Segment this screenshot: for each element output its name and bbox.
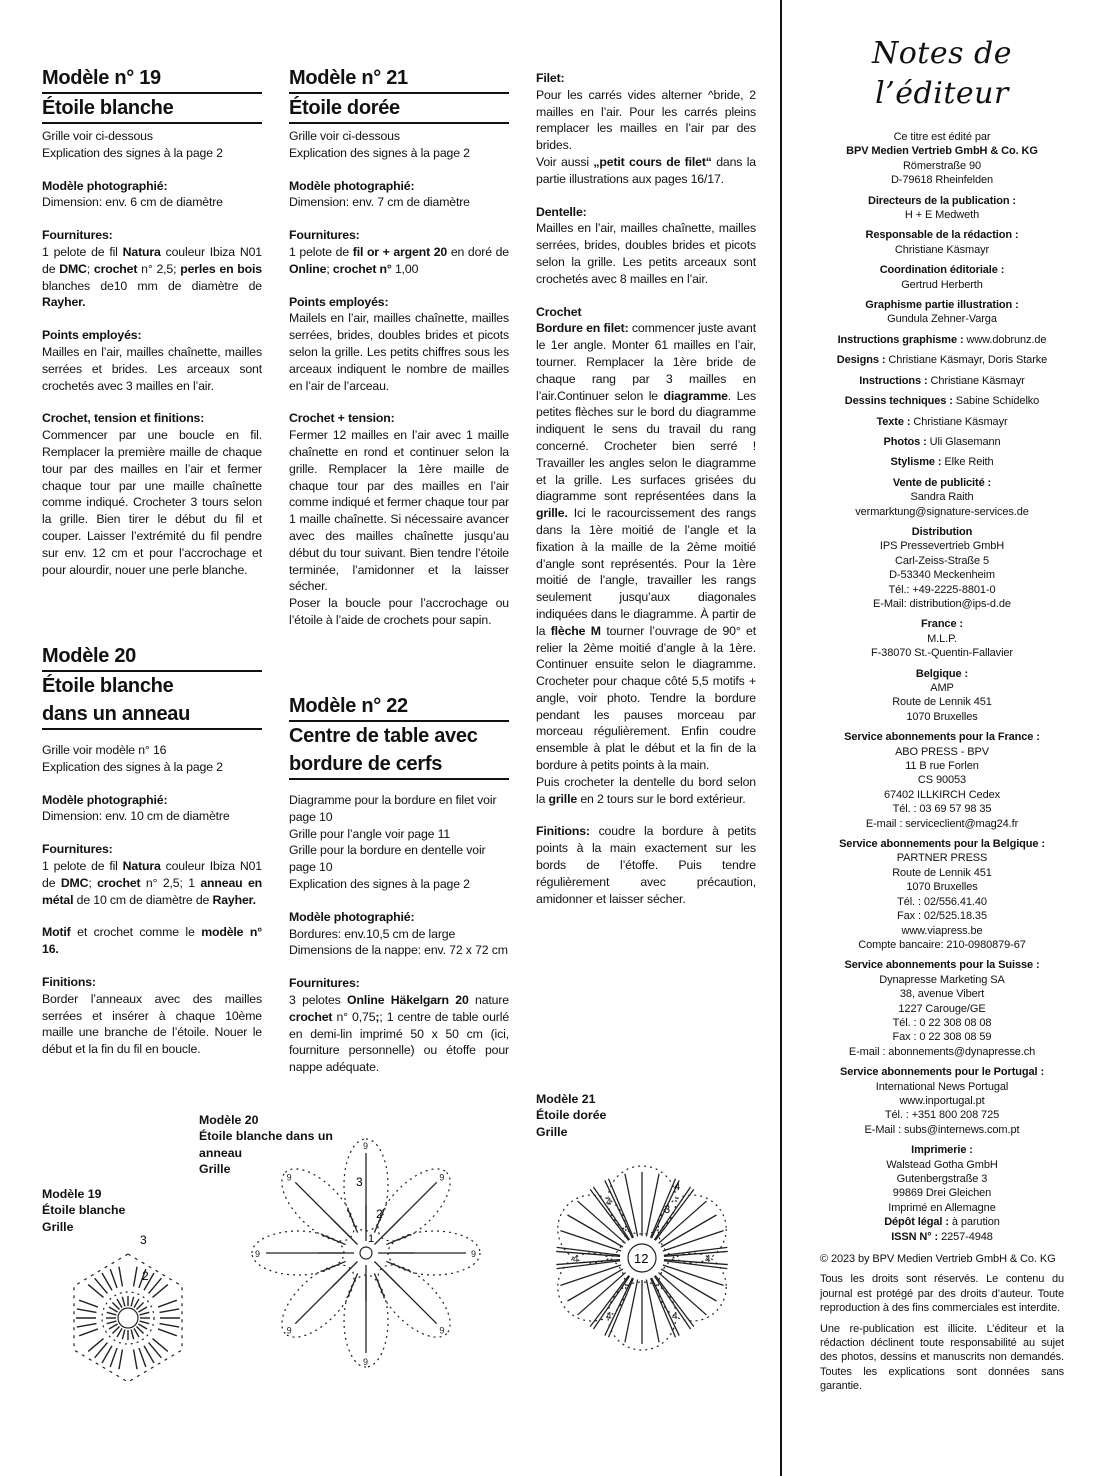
border-text: Bordure en filet: commencer juste avant le 1er angle. Monter 61 mailles en l’air, tourner. Remplacer la 1ère bride de chaque rang par 3 mailles en l’air.Continuer selon le diagramme. Les petites flèches sur le bord du diagramme indiquent le sens du travail du rang concerné. Crocheter bien serré ! Travailler les angles selon le diagramme et la grille. Les surfaces grisées du diagramme sont représentées dans la grille. Ici le racourcissement des rangs dans la 1ère moitié de l’angle et la fixation à la maille de la 2ème moitié d’angle sont représentés. Pour la 1ère moitié de l’angle, travailler les rangs seulement jusqu’aux diagonales indiquées dans le diagramme. À partir de la flèche M tourner l’ouvrage de 90° et relier la 2ème moitié d’angle à la 1ère. Continuer ensuite selon le diagramme. Crocheter pour chaque côté 5,5 motifs + angle, voir photo. Tendre la bordure pendant les pauses morceau par morceau régulièrement. Enfin coudre ensemble à plat le début et la fin de la bordure à petits points à la main. bbox=[536, 321, 757, 773]
model-21-supplies-heading: Fournitures: bbox=[289, 228, 360, 243]
diagram-21-label-4: 4 bbox=[606, 1311, 612, 1323]
graphic-instructions-line: Instructions graphisme : www.dobrunz.de bbox=[837, 333, 1047, 346]
diagram-20-stitch bbox=[332, 1219, 350, 1237]
model-22-photo-text-1: Bordures: env.10,5 cm de large bbox=[289, 926, 456, 941]
diagram-19-stitch bbox=[79, 1300, 98, 1307]
model-21-title-name: Étoile dorée bbox=[289, 94, 509, 124]
caption-model-20: Modèle 20 Étoile blanche dans un anneau Grille bbox=[199, 1113, 333, 1177]
graphics-block: Graphisme partie illustration : Gundula Zehner-Varga bbox=[865, 299, 1019, 326]
diagram-20-stitch-marks bbox=[266, 1153, 466, 1353]
model-21-crochet-text: Fermer 12 mailles en l’air avec 1 maille chaînette en rond et continuer selon la grille. Remplacer la 1ère maille de chaque tour par des mailles en l’air comme indiqué et fermer chaque tour par 1 maille chaînette. Si nécessaire avancer avec des mailles chaînette jusqu’au début du tour suivant. Bien tendre l’étoile terminée, l’amidonner et la laisser sécher. bbox=[289, 428, 509, 594]
model-19-title bbox=[42, 64, 262, 124]
model-20-supplies-heading: Fournitures: bbox=[42, 842, 113, 857]
diagram-20-stitch bbox=[386, 1261, 410, 1271]
diagram-20-stitch bbox=[348, 1209, 358, 1233]
diagram-20-label-3: 3 bbox=[356, 1175, 363, 1189]
model-22-photo-heading: Modèle photographié: bbox=[289, 909, 415, 924]
model-22-photo-text-2: Dimensions de la nappe: env. 72 x 72 cm bbox=[289, 943, 508, 958]
model-19-signs-ref: Explication des signes à la page 2 bbox=[42, 145, 223, 160]
subscriptions-belgium-block: Service abonnements pour la Belgique : PARTNER PRESS Route de Lennik 451 1070 Bruxelles Tél. : 02/556.41.40 Fax : 02/525.18.35 www.viapress.be Compte bancaire: 210-0980879-67 bbox=[839, 838, 1045, 951]
diagram-19-stitch bbox=[117, 1328, 122, 1337]
model-21-crochet-text-2: Poser la boucle pour l’accrochage ou l’étoile à l’aide de crochets pour sapin. bbox=[289, 596, 509, 627]
belgium-block: Belgique : AMP Route de Lennik 451 1070 Bruxelles bbox=[892, 667, 992, 723]
model-22-title-number: Modèle n° 22 bbox=[289, 692, 509, 722]
diagram-20-label-2: 2 bbox=[376, 1207, 383, 1221]
diagram-19-stitch bbox=[79, 1329, 98, 1336]
diagram-20-stitch bbox=[382, 1219, 400, 1237]
model-20-photo-text: Dimension: env. 10 cm de diamètre bbox=[42, 809, 230, 824]
model-19-crochet-text: Commencer par une boucle en fil. Remplacer la première maille de chaque tour par des mailles en l’air et fermer chaque tour par une maille chaînette comme indiqué. Crocheter 3 tours selon la grille. Bien tirer le début du fil et couper. Laisser l’extrémité du fil pendre sur env. 12 cm et pour l’accrochage et pour alourdir, nouer une perle blanche. bbox=[42, 428, 262, 577]
model-22-supplies-heading: Fournitures: bbox=[289, 976, 360, 991]
diagram-20-stitch bbox=[348, 1273, 358, 1297]
diagram-20-label-9: 9 bbox=[363, 1357, 369, 1367]
diagram-19-stitch bbox=[119, 1350, 122, 1370]
subscriptions-portugal-block: Service abonnements pour le Portugal : International News Portugal www.inportugal.pt Tél. : +351 800 208 725 E-Mail : subs@internews.com.pt bbox=[839, 1066, 1045, 1136]
model-20-title-number: Modèle 20 bbox=[42, 642, 262, 672]
caption-model-21: Modèle 21 Étoile dorée Grille bbox=[536, 1092, 607, 1139]
diagram-19-stitch bbox=[134, 1299, 139, 1308]
diagram-19-stitch bbox=[144, 1346, 154, 1363]
diagram-19-stitch bbox=[139, 1348, 146, 1367]
model-19-crochet-heading: Crochet, tension et finitions: bbox=[42, 411, 205, 426]
diagram-19-stitch bbox=[136, 1302, 143, 1309]
model-22-ref-4: Explication des signes à la page 2 bbox=[289, 876, 470, 891]
diagram-19-stitch bbox=[77, 1309, 97, 1312]
diagram-19-stitch bbox=[138, 1307, 147, 1312]
diagram-19-stitch bbox=[131, 1297, 134, 1307]
diagram-19-stitch-marks bbox=[76, 1267, 180, 1369]
diagram-19-stitch bbox=[107, 1321, 117, 1324]
diagram-21-label-3: 3 bbox=[664, 1204, 671, 1216]
model-22-supplies-text: 3 pelotes Online Häkelgarn 20 nature crochet n° 0,75;; 1 centre de table ourlé en demi-lin imprimé 50 x 50 cm (ici, fourniture personnelle) ou étoffe pour nappe adéquate. bbox=[289, 992, 510, 1075]
column-divider-line bbox=[780, 0, 782, 1476]
diagram-19-stitch bbox=[131, 1330, 134, 1340]
diagram-19-stitch bbox=[140, 1312, 150, 1315]
styling-line: Stylisme : Elke Reith bbox=[890, 456, 994, 469]
instructions-line: Instructions : Christiane Käsmayr bbox=[859, 374, 1025, 387]
model-21-grid-ref: Grille voir ci-dessous bbox=[289, 129, 400, 143]
diagram-21-label-4: 4 bbox=[705, 1254, 711, 1265]
diagram-21-label-4: 4 bbox=[672, 1311, 678, 1323]
diagram-20-label-9: 9 bbox=[439, 1172, 445, 1183]
model-22-title-name: Centre de table avec bbox=[289, 725, 478, 747]
diagram-19-stitch bbox=[134, 1267, 137, 1287]
diagram-19-stitch bbox=[138, 1324, 147, 1329]
diagram-20-stitch bbox=[386, 1235, 410, 1245]
diagram-19-stitch bbox=[134, 1350, 137, 1370]
column-1-lower bbox=[42, 642, 262, 1058]
caption-model-19: Modèle 19 Étoile blanche Grille bbox=[42, 1187, 126, 1234]
lace-heading: Dentelle: bbox=[536, 204, 587, 219]
diagram-20-label-9: 9 bbox=[286, 1172, 292, 1183]
diagram-21-label-4: 4 bbox=[573, 1254, 579, 1265]
model-21-title-number: Modèle n° 21 bbox=[289, 64, 509, 94]
diagram-20-label-1: 1 bbox=[368, 1233, 375, 1245]
model-21-stitches-text: Mailels en l’air, mailles chaînette, mailles serrées, brides, doubles brides et picots selon la grille. Les petits chiffres sous les arceaux indiquent le nombre de mailles en l’air de l’arceau. bbox=[289, 311, 509, 393]
diagram-19-stitch bbox=[136, 1326, 143, 1333]
column-1 bbox=[42, 64, 262, 578]
technical-drawings-line: Dessins techniques : Sabine Schidelko bbox=[844, 395, 1040, 408]
diagram-20-stitch bbox=[332, 1269, 350, 1287]
model-20-supplies-text: 1 pelote de fil Natura couleur Ibiza N01 de DMC; crochet n° 2,5; 1 anneau en métal de 10 cm de diamètre de Rayher. bbox=[42, 858, 262, 907]
text-line: Texte : Christiane Käsmayr bbox=[876, 415, 1008, 428]
diagram-19-stitch bbox=[160, 1309, 180, 1312]
subscriptions-france-block: Service abonnements pour la France : ABO PRESS - BPV 11 B rue Forlen CS 90053 67402 ILLKIRCH Cedex Tél. : 03 69 57 98 35 E-mail : serviceclient@mag24.fr bbox=[844, 731, 1040, 830]
model-19-photo-text: Dimension: env. 6 cm de diamètre bbox=[42, 195, 223, 210]
model-21-crochet-heading: Crochet + tension: bbox=[289, 411, 395, 426]
finish-text: Finitions: coudre la bordure à petits points à la main exactement sur les bords de l’étoffe. Puis tendre régulièrement avec précaution, amidonner et laisser sécher. bbox=[536, 824, 756, 906]
model-19-grid-ref: Grille voir ci-dessous bbox=[42, 129, 153, 143]
diagram-19-stitch bbox=[77, 1324, 97, 1327]
crochet-diagram-model-21 bbox=[530, 1138, 730, 1358]
model-20-photo-heading: Modèle photographié: bbox=[42, 792, 168, 807]
diagram-20-label-9: 9 bbox=[471, 1249, 477, 1259]
diagram-20-stitch bbox=[322, 1235, 346, 1245]
diagram-21-stitch bbox=[651, 1278, 676, 1337]
republication-text: Une re-publication est illicite. L’éditeur et la rédaction déclinent toute responsabilité au sujet des photos, dessins et manuscrits non demandés. Toutes les explications sont données sans garantie. bbox=[820, 1322, 1064, 1393]
diagram-19-stitch bbox=[122, 1297, 125, 1307]
model-21-title bbox=[289, 64, 509, 124]
model-20-motif-text: Motif et crochet comme le modèle n° 16. bbox=[42, 925, 263, 957]
model-19-stitches-heading: Points employés: bbox=[42, 328, 142, 343]
editor-in-chief-block: Responsable de la rédaction : Christiane Käsmayr bbox=[865, 229, 1019, 256]
diagram-19-stitch bbox=[109, 1307, 118, 1312]
model-20-title-name-2: dans un anneau bbox=[42, 700, 262, 730]
diagram-21-stitch bbox=[609, 1179, 634, 1238]
advertising-block: Vente de publicité : Sandra Raith vermarktung@signature-services.de bbox=[855, 476, 1029, 518]
diagram-19-stitch bbox=[109, 1324, 118, 1329]
model-20-grid-ref: Grille voir modèle n° 16 bbox=[42, 743, 167, 757]
coordination-block: Coordination éditoriale : Gertrud Herberth bbox=[879, 264, 1005, 291]
diagram-20-stitch bbox=[322, 1261, 346, 1271]
model-22-ref-3: Grille pour la bordure en dentelle voir page 10 bbox=[289, 843, 486, 875]
model-19-title-name: Étoile blanche bbox=[42, 94, 262, 124]
model-19-supplies-heading: Fournitures: bbox=[42, 228, 113, 243]
model-21-photo-heading: Modèle photographié: bbox=[289, 178, 415, 193]
filet-heading: Filet: bbox=[536, 71, 565, 85]
filet-text: Pour les carrés vides alterner ^bride, 2 mailles en l’air. Pour les carrés pleins remplacer les mailles en l’air par des brides. bbox=[536, 87, 756, 153]
model-22-ref-1: Diagramme pour la bordure en filet voir page 10 bbox=[289, 793, 497, 824]
editor-notes-sidebar bbox=[820, 30, 1064, 1394]
diagram-19-stitch bbox=[122, 1330, 125, 1340]
printer-block: Imprimerie : Walstead Gotha GmbH Gutenbergstraße 3 99869 Drei Gleichen Imprimé en Allemagne Dépôt légal : à parution ISSN N° : 2257-4948 bbox=[884, 1144, 1000, 1243]
model-19-title-number: Modèle n° 19 bbox=[42, 64, 262, 94]
france-block: France : M.L.P. F-38070 St.-Quentin-Fallavier bbox=[871, 618, 1013, 660]
diagram-21-label-4: 4 bbox=[606, 1196, 612, 1208]
model-22-ref-2: Grille pour l’angle voir page 11 bbox=[289, 826, 451, 841]
filet-text-2: Voir aussi „petit cours de filet“ dans la partie illustrations aux pages 16/17. bbox=[536, 154, 756, 186]
diagram-21-stitch bbox=[609, 1278, 634, 1337]
diagram-21-label-12: 12 bbox=[634, 1251, 649, 1266]
crochet-heading: Crochet bbox=[536, 304, 582, 319]
diagram-19-stitch bbox=[158, 1300, 177, 1307]
editor-notes-title: Notes de l’éditeur bbox=[871, 36, 1012, 111]
diagram-19-stitch bbox=[140, 1321, 150, 1324]
diagram-19-stitch bbox=[112, 1326, 119, 1333]
model-21-supplies-text: 1 pelote de fil or + argent 20 en doré de Online; crochet n° 1,00 bbox=[289, 244, 509, 276]
diagram-20-center-ring bbox=[360, 1247, 372, 1259]
column-3 bbox=[536, 70, 756, 907]
diagram-19-stitch bbox=[158, 1329, 177, 1336]
lace-text: Mailles en l’air, mailles chaînette, mailles serrées, brides, doubles brides et picots selon la grille. Les petits arceaux sont crochetés avec 8 mailles en l’air. bbox=[536, 221, 756, 286]
diagram-19-stitch bbox=[107, 1312, 117, 1315]
diagram-20-label-9: 9 bbox=[255, 1249, 261, 1259]
model-20-finish-text: Border l’anneaux avec des mailles serrées et insérer à chaque 10ème maille une branche de l’étoile. Nouer le début et la fin du fil en boucle. bbox=[42, 991, 262, 1057]
lace-edge-text: Puis crocheter la dentelle du bord selon la grille en 2 tours sur le bord extérieur. bbox=[536, 774, 756, 806]
diagram-21-label-4-top: 4 bbox=[674, 1181, 681, 1193]
publisher-block: Ce titre est édité par BPV Medien Vertrieb GmbH & Co. KG Römerstraße 90 D-79618 Rheinfelden bbox=[846, 131, 1038, 187]
diagram-19-label-3: 3 bbox=[140, 1233, 147, 1247]
diagram-19-stitch bbox=[110, 1348, 117, 1367]
model-20-finish-heading: Finitions: bbox=[42, 974, 96, 989]
model-19-supplies-text: 1 pelote de fil Natura couleur Ibiza N01 de DMC; crochet n° 2,5; perles en bois blanches de10 mm de diamètre de Rayher. bbox=[42, 244, 262, 310]
model-20-title bbox=[42, 642, 262, 730]
diagram-19-stitch bbox=[102, 1273, 112, 1290]
column-2 bbox=[289, 64, 509, 629]
diagram-20-stitch bbox=[374, 1273, 384, 1297]
diagram-19-stitch bbox=[160, 1324, 180, 1327]
model-20-title-name: Étoile blanche bbox=[42, 675, 174, 697]
model-19-photo-heading: Modèle photographié: bbox=[42, 178, 168, 193]
diagram-20-label-9: 9 bbox=[363, 1141, 369, 1151]
column-2-lower bbox=[289, 692, 509, 1076]
rights-text: Tous les droits sont réservés. Le contenu du journal est protégé par des droits d’auteur. Toute reproduction à des fins commerciales est interdite. bbox=[820, 1273, 1064, 1315]
distribution-block: Distribution IPS Pressevertrieb GmbH Carl-Zeiss-Straße 5 D-53340 Meckenheim Tél.: +49-2225-8801-0 E-Mail: distribution@ips-d.de bbox=[873, 525, 1011, 610]
model-21-stitches-heading: Points employés: bbox=[289, 294, 389, 309]
diagram-19-stitch bbox=[134, 1328, 139, 1337]
diagram-19-stitch bbox=[112, 1302, 119, 1309]
model-19-stitches-text: Mailles en l’air, mailles chaînette, mailles serrées et brides. Les arceaux sont crochetés avec 3 mailles en l’air. bbox=[42, 344, 262, 393]
diagram-19-stitch bbox=[110, 1269, 117, 1288]
diagram-19-center-ring bbox=[118, 1308, 138, 1328]
diagram-19-stitch bbox=[119, 1267, 122, 1287]
diagram-20-label-9: 9 bbox=[439, 1325, 445, 1336]
diagram-20-stitch bbox=[382, 1269, 400, 1287]
copyright-line: © 2023 by BPV Medien Vertrieb GmbH & Co. KG bbox=[820, 1253, 1056, 1266]
photos-line: Photos : Uli Glasemann bbox=[883, 435, 1001, 448]
model-22-title-name-2: bordure de cerfs bbox=[289, 750, 509, 780]
model-21-signs-ref: Explication des signes à la page 2 bbox=[289, 145, 470, 160]
diagram-20-label-9: 9 bbox=[286, 1325, 292, 1336]
crochet-diagram-model-20 bbox=[238, 1138, 494, 1368]
diagram-19-label-2: 2 bbox=[142, 1269, 149, 1283]
directors-block: Directeurs de la publication : H + E Medweth bbox=[868, 194, 1016, 222]
diagram-19-stitch bbox=[102, 1346, 112, 1363]
subscriptions-switzerland-block: Service abonnements pour la Suisse : Dynapresse Marketing SA 38, avenue Vibert 1227 Carouge/GE Tél. : 0 22 308 08 08 Fax : 0 22 308 08 59 E-mail : abonnements@dynapresse.ch bbox=[844, 959, 1040, 1058]
model-20-signs-ref: Explication des signes à la page 2 bbox=[42, 759, 223, 774]
model-21-photo-text: Dimension: env. 7 cm de diamètre bbox=[289, 195, 470, 210]
model-22-title bbox=[289, 692, 509, 780]
diagram-19-stitch bbox=[117, 1299, 122, 1308]
designs-line: Designs : Christiane Käsmayr, Doris Starke bbox=[836, 354, 1048, 367]
crochet-diagram-model-19 bbox=[42, 1232, 202, 1382]
